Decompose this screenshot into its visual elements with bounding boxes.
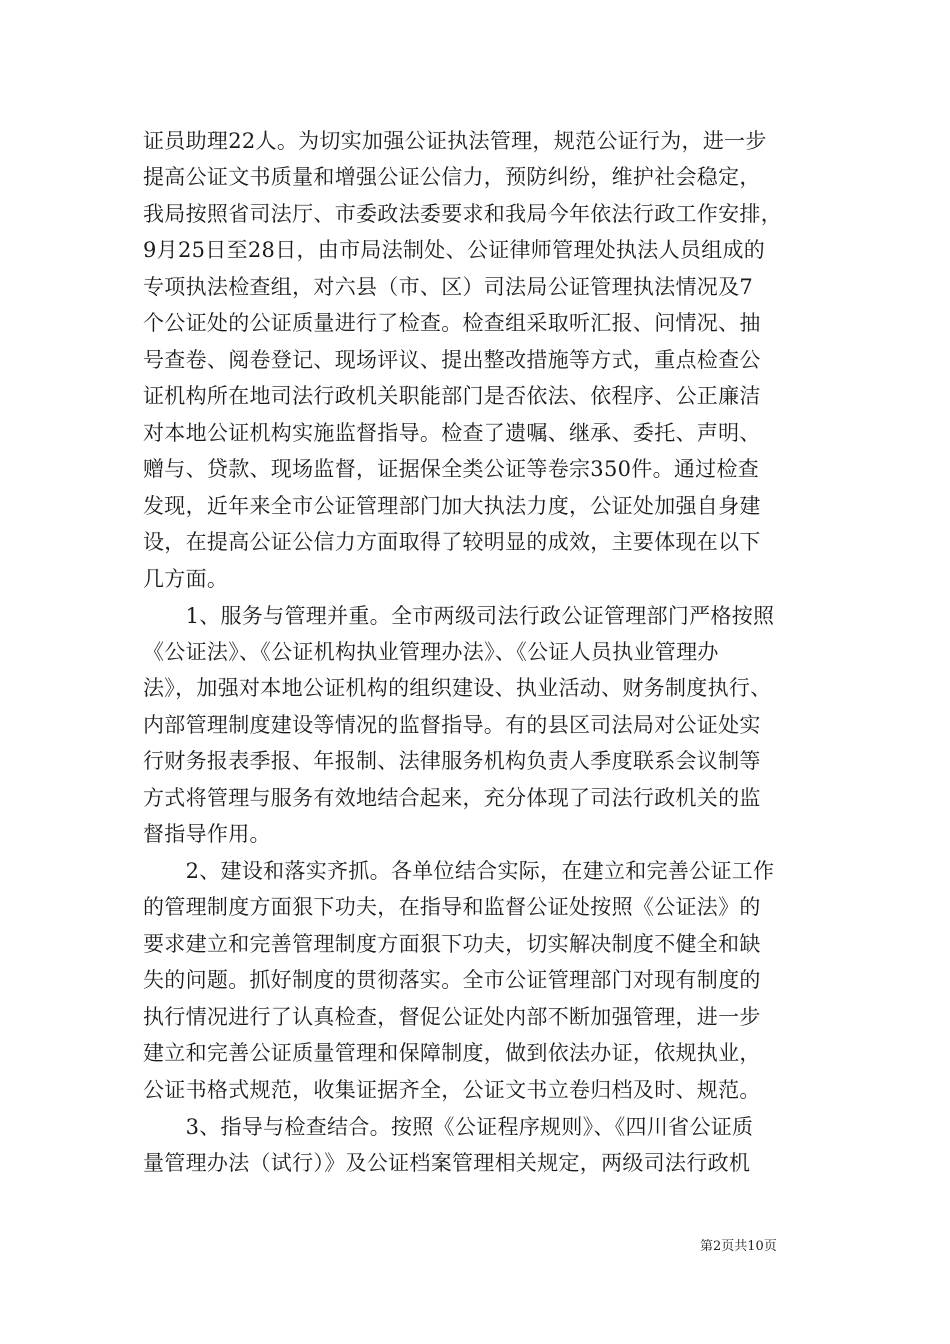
body-text-line: 法》，加强对本地公证机构的组织建设、执业活动、财务制度执行、 bbox=[143, 676, 772, 700]
body-text-line: 失的问题。抓好制度的贯彻落实。全市公证管理部门对现有制度的 bbox=[143, 968, 761, 992]
body-text-line: 赠与、贷款、现场监督，证据保全类公证等卷宗350件。通过检查 bbox=[143, 457, 760, 481]
body-text-line: 设，在提高公证公信力方面取得了较明显的成效，主要体现在以下 bbox=[143, 530, 761, 554]
paragraph-2-first-line: 2、建设和落实齐抓。各单位结合实际，在建立和完善公证工作 bbox=[143, 859, 775, 883]
page-number-footer: 第2页共10页 bbox=[700, 1239, 777, 1254]
body-text-line: 《公证法》、《公证机构执业管理办法》、《公证人员执业管理办 bbox=[143, 640, 719, 664]
body-text-line: 我局按照省司法厅、市委政法委要求和我局今年依法行政工作安排， bbox=[143, 202, 782, 226]
body-text-line: 证员助理22人。为切实加强公证执法管理，规范公证行为，进一步 bbox=[143, 129, 767, 153]
body-text-line: 行财务报表季报、年报制、法律服务机构负责人季度联系会议制等 bbox=[143, 749, 761, 773]
body-text-line: 公证书格式规范，收集证据齐全，公证文书立卷归档及时、规范。 bbox=[143, 1078, 761, 1102]
body-text-line: 号查卷、阅卷登记、现场评议、提出整改措施等方式，重点检查公 bbox=[143, 348, 761, 372]
body-text-line: 发现，近年来全市公证管理部门加大执法力度，公证处加强自身建 bbox=[143, 494, 761, 518]
body-text-line: 量管理办法（试行）》及公证档案管理相关规定，两级司法行政机 bbox=[143, 1151, 751, 1175]
body-text-line: 证机构所在地司法行政机关职能部门是否依法、依程序、公正廉洁 bbox=[143, 384, 761, 408]
body-text-line: 9月25日至28日，由市局法制处、公证律师管理处执法人员组成的 bbox=[143, 238, 766, 262]
paragraph-1-first-line: 1、服务与管理并重。全市两级司法行政公证管理部门严格按照 bbox=[143, 604, 775, 628]
body-text-line: 提高公证文书质量和增强公证公信力，预防纠纷，维护社会稳定， bbox=[143, 165, 761, 189]
body-text-line: 的管理制度方面狠下功夫，在指导和监督公证处按照《公证法》的 bbox=[143, 895, 761, 919]
body-text-line: 内部管理制度建设等情况的监督指导。有的县区司法局对公证处实 bbox=[143, 713, 761, 737]
body-text-line: 要求建立和完善管理制度方面狠下功夫，切实解决制度不健全和缺 bbox=[143, 932, 761, 956]
body-text-line: 对本地公证机构实施监督指导。检查了遗嘱、继承、委托、声明、 bbox=[143, 421, 761, 445]
body-text-line: 督指导作用。 bbox=[143, 822, 271, 846]
body-text-line: 建立和完善公证质量管理和保障制度，做到依法办证，依规执业， bbox=[143, 1041, 761, 1065]
paragraph-3-first-line: 3、指导与检查结合。按照《公证程序规则》、《四川省公证质 bbox=[143, 1115, 754, 1139]
body-text-line: 个公证处的公证质量进行了检查。检查组采取听汇报、问情况、抽 bbox=[143, 311, 761, 335]
body-text-line: 专项执法检查组，对六县（市、区）司法局公证管理执法情况及7 bbox=[143, 275, 754, 299]
body-text-line: 执行情况进行了认真检查，督促公证处内部不断加强管理，进一步 bbox=[143, 1005, 761, 1029]
body-text-line: 几方面。 bbox=[143, 567, 229, 591]
body-text-line: 方式将管理与服务有效地结合起来，充分体现了司法行政机关的监 bbox=[143, 786, 761, 810]
